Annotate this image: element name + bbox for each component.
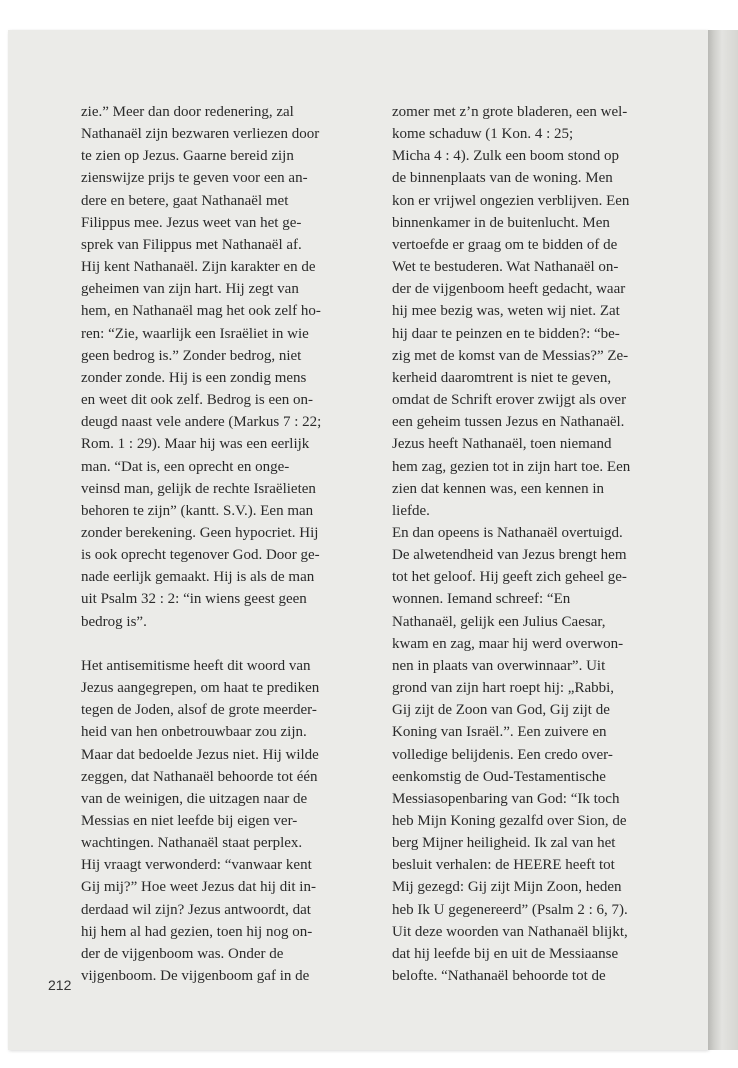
text-line: Wet te bestuderen. Wat Nathanaël on-	[392, 259, 619, 276]
text-line: nade eerlijk gemaakt. Hij is als de man	[81, 569, 315, 586]
text-line: hij mee bezig was, weten wij niet. Zat	[392, 303, 620, 320]
page-edge	[708, 30, 738, 1050]
text-line: Micha 4 : 4). Zulk een boom stond op	[392, 148, 620, 165]
text-line: nen in plaats van overwinnaar”. Uit	[392, 657, 606, 674]
text-line: wachtingen. Nathanaël staat perplex.	[81, 835, 303, 852]
text-line: zomer met z’n grote bladeren, een wel-	[392, 104, 628, 120]
text-line: grond van zijn hart roept hij: „Rabbi,	[392, 680, 615, 697]
text-line: sprek van Filippus met Nathanaël af.	[81, 236, 302, 253]
text-line: man. “Dat is, een oprecht en onge-	[81, 458, 290, 475]
text-line: Nathanaël, gelijk een Julius Caesar,	[392, 613, 606, 630]
text-line: deugd naast vele andere (Markus 7 : 22;	[81, 414, 322, 431]
text-line: zien dat kennen was, een kennen in	[392, 480, 604, 497]
text-line: en weet dit ook zelf. Bedrog is een on-	[81, 392, 314, 409]
text-line: Rom. 1 : 29). Maar hij was een eerlijk	[81, 436, 310, 453]
text-line: geheimen van zijn hart. Hij zegt van	[81, 281, 299, 298]
text-line: zie.” Meer dan door redenering, zal	[81, 104, 294, 120]
text-line: behoren te zijn” (kantt. S.V.). Een man	[81, 502, 314, 519]
text-line: Jezus aangegrepen, om haat te prediken	[81, 680, 320, 697]
text-line: hem, en Nathanaël mag het ook zelf ho-	[81, 303, 321, 320]
text-line: zienswijze prijs te geven voor een an-	[81, 170, 308, 187]
text-line: Maar dat bedoelde Jezus niet. Hij wilde	[81, 746, 319, 763]
left-text-column	[81, 101, 381, 987]
text-line: vertoefde er graag om te bidden of de	[392, 236, 618, 253]
page-number: 212	[48, 977, 72, 993]
text-line: binnenkamer in de buitenlucht. Men	[392, 214, 610, 231]
text-line: De alwetendheid van Jezus brengt hem	[392, 547, 627, 564]
text-line: besluit verhalen: de HEERE heeft tot	[392, 857, 615, 874]
text-line: omdat de Schrift erover zwijgt als over	[392, 392, 627, 409]
text-line: de binnenplaats van de woning. Men	[392, 170, 613, 187]
text-line: belofte. “Nathanaël behoorde tot de	[392, 968, 606, 985]
text-line: Gij zijt de Zoon van God, Gij zijt de	[392, 702, 610, 719]
text-line: berg Mijner heiligheid. Ik zal van het	[392, 835, 616, 852]
text-line: Filippus mee. Jezus weet van het ge-	[81, 214, 302, 231]
text-line: is ook oprecht tegenover God. Door ge-	[81, 547, 320, 564]
text-line: kerheid daaromtrent is niet te geven,	[392, 369, 612, 386]
text-line: eenkomstig de Oud-Testamentische	[392, 768, 606, 785]
text-line: derdaad wil zijn? Jezus antwoordt, dat	[81, 901, 311, 918]
text-line: Mij gezegd: Gij zijt Mijn Zoon, heden	[392, 879, 622, 896]
text-line: tot het geloof. Hij geeft zich geheel ge-	[392, 569, 627, 586]
text-line: Het antisemitisme heeft dit woord van	[81, 657, 311, 674]
text-line: heb Ik U gegenereerd” (Psalm 2 : 6, 7).	[392, 901, 628, 918]
text-line: van de weinigen, die uitzagen naar de	[81, 790, 308, 807]
text-line: tegen de Joden, alsof de grote meerder-	[81, 702, 317, 719]
text-line: kwam en zag, maar hij werd overwon-	[392, 635, 624, 652]
text-line: dat hij leefde bij en uit de Messiaanse	[392, 945, 619, 962]
right-text-column	[392, 101, 704, 987]
text-line: ren: “Zie, waarlijk een Israëliet in wie	[81, 325, 309, 342]
text-line: hem zag, gezien tot in zijn hart toe. Een	[392, 458, 631, 475]
text-line: Messias en niet leefde bij eigen ver-	[81, 812, 298, 829]
text-line: Hij vraagt verwonderd: “vanwaar kent	[81, 857, 312, 874]
text-line: wonnen. Iemand schreef: “En	[392, 591, 571, 608]
text-line: kon er vrijwel ongezien verblijven. Een	[392, 192, 630, 209]
text-line: vijgenboom. De vijgenboom gaf in de	[81, 968, 310, 985]
text-line: Gij mij?” Hoe weet Jezus dat hij dit in-	[81, 879, 316, 896]
text-line: liefde.	[392, 502, 430, 519]
text-line: dere en betere, gaat Nathanaël met	[81, 192, 289, 209]
text-line: hij daar te peinzen en te bidden?: “be-	[392, 325, 620, 342]
text-line: heid van hen onbetrouwbaar zou zijn.	[81, 724, 307, 741]
text-line: heb Mijn Koning gezalfd over Sion, de	[392, 813, 627, 829]
text-line: uit Psalm 32 : 2: “in wiens geest geen	[81, 591, 307, 608]
text-line: zeggen, dat Nathanaël behoorde tot één	[81, 768, 318, 785]
text-line: Uit deze woorden van Nathanaël blijkt,	[392, 923, 628, 940]
text-line: der de vijgenboom heeft gedacht, waar	[392, 281, 626, 298]
text-line: te zien op Jezus. Gaarne bereid zijn	[81, 148, 294, 165]
text-line: bedrog is”.	[81, 613, 147, 630]
text-line: Nathanaël zijn bezwaren verliezen door	[81, 126, 320, 143]
text-line: volledige belijdenis. Een credo over-	[392, 746, 613, 763]
text-line: En dan opeens is Nathanaël overtuigd.	[392, 524, 623, 541]
text-line: Messiasopenbaring van God: “Ik toch	[392, 790, 620, 807]
text-line: Koning van Israël.”. Een zuivere en	[392, 724, 607, 741]
text-line: Jezus heeft Nathanaël, toen niemand	[392, 436, 612, 453]
text-line: Hij kent Nathanaël. Zijn karakter en de	[81, 259, 316, 276]
text-line: veinsd man, gelijk de rechte Israëlieten	[81, 480, 316, 497]
text-line: hij hem al had gezien, toen hij nog on-	[81, 923, 313, 940]
text-line: der de vijgenboom was. Onder de	[81, 945, 284, 962]
text-line: zonder zonde. Hij is een zondig mens	[81, 369, 307, 386]
text-line: kome schaduw (1 Kon. 4 : 25;	[392, 126, 574, 143]
paragraph-gap	[81, 633, 381, 655]
text-line: zonder berekening. Geen hypocriet. Hij	[81, 524, 319, 541]
text-line: een geheim tussen Jezus en Nathanaël.	[392, 414, 625, 431]
text-line: zig met de komst van de Messias?” Ze-	[392, 347, 629, 364]
text-line: geen bedrog is.” Zonder bedrog, niet	[81, 347, 302, 364]
